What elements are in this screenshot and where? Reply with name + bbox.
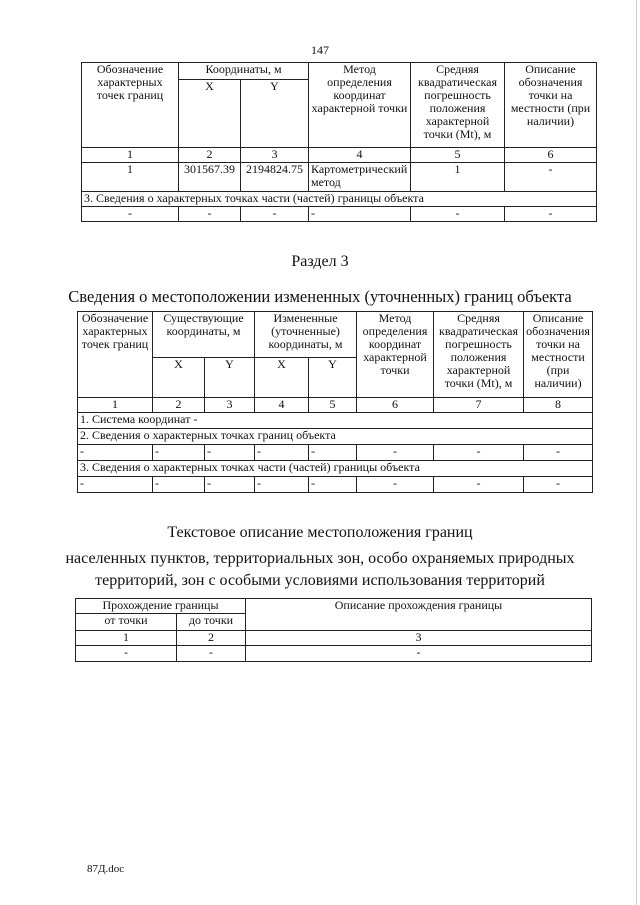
header-y: Y [241,80,309,148]
header-passage-description: Описание прохождения границы [246,599,592,631]
cell: - [78,445,153,461]
header-error: Средняя квадратическая погрешность положения характерной точки (Mt), м [411,63,505,148]
cell: - [524,445,593,461]
column-number: 8 [524,398,593,413]
column-number: 3 [241,148,309,163]
cell: - [309,207,411,222]
column-number: 5 [411,148,505,163]
header-coordinates: Координаты, м [179,63,309,80]
cell: - [241,207,309,222]
coordinate-system: 1. Система координат - [78,413,593,429]
cell: - [309,445,357,461]
header-error: Средняя квадратическая погрешность положения характерной точки (Mt), м [434,312,524,398]
section-subtitle: Сведения о местоположении измененных (уточненных) границ объекта [68,287,572,306]
cell: - [434,445,524,461]
cell: - [309,477,357,493]
header-changed-coordinates: Измененные (уточненные) координаты, м [255,312,357,358]
cell: - [246,646,592,662]
header-existing-coordinates: Существующие координаты, м [153,312,255,358]
column-number: 6 [357,398,434,413]
header-method: Метод определения координат характерной точки [309,63,411,148]
cell: - [524,477,593,493]
table-row [82,163,597,192]
header-x: X [179,80,241,148]
column-numbers-row [76,631,592,646]
column-number: 3 [205,398,255,413]
cell: - [411,207,505,222]
changed-boundaries-table [77,311,593,493]
column-number: 4 [255,398,309,413]
boundary-heading: 2. Сведения о характерных точках границ объекта [78,429,593,445]
column-number: 2 [153,398,205,413]
cell: - [78,477,153,493]
header-passage: Прохождение границы [76,599,246,614]
cell: - [179,207,241,222]
table-row [82,207,597,222]
cell: - [357,445,434,461]
column-number: 2 [177,631,246,646]
point-number: 1 [82,163,179,192]
cell: - [255,477,309,493]
footer-filename: 87Д.doc [87,863,125,875]
header-x: X [153,358,205,398]
cell: - [82,207,179,222]
cell: - [177,646,246,662]
header-from-point: от точки [76,614,177,631]
cell: - [357,477,434,493]
boundary-passage-table [75,598,592,662]
cell: - [255,445,309,461]
table-row [76,646,592,662]
header-designation: Обозначение характерных точек границ [82,63,179,148]
description-title-line-2: населенных пунктов, территориальных зон, особо охраняемых природных [65,550,575,567]
boundary-points-table [81,62,597,222]
method: Картометрический метод [309,163,411,192]
table-row [78,477,593,493]
column-number: 7 [434,398,524,413]
header-to-point: до точки [177,614,246,631]
header-designation: Обозначение характерных точек границ [78,312,153,398]
table-row [78,445,593,461]
header-description: Описание обозначения точки на местности (при наличии) [505,63,597,148]
cell: - [505,207,597,222]
description-title-line-1: Текстовое описание местоположения границ [167,524,473,541]
cell: - [205,477,255,493]
page-number: 147 [311,43,329,57]
cell: - [76,646,177,662]
column-number: 6 [505,148,597,163]
column-number: 3 [246,631,592,646]
point-description: - [505,163,597,192]
error: 1 [411,163,505,192]
cell: - [153,445,205,461]
part-heading: 3. Сведения о характерных точках части (частей) границы объекта [82,192,597,207]
cell: - [153,477,205,493]
column-numbers-row [82,148,597,163]
cell: - [434,477,524,493]
description-title-line-3: территорий, зон с особыми условиями использования территорий [95,572,545,589]
cell: - [205,445,255,461]
coord-y: 2194824.75 [241,163,309,192]
column-number: 1 [82,148,179,163]
column-number: 4 [309,148,411,163]
header-method: Метод определения координат характерной точки [357,312,434,398]
header-y: Y [205,358,255,398]
coord-x: 301567.39 [179,163,241,192]
column-number: 5 [309,398,357,413]
header-y: Y [309,358,357,398]
column-number: 1 [76,631,177,646]
section-title: Раздел 3 [291,253,349,270]
column-number: 2 [179,148,241,163]
column-numbers-row [78,398,593,413]
header-description: Описание обозначения точки на местности (при наличии) [524,312,593,398]
column-number: 1 [78,398,153,413]
part-heading: 3. Сведения о характерных точках части (частей) границы объекта [78,461,593,477]
scan-edge-line [636,0,637,905]
header-x: X [255,358,309,398]
